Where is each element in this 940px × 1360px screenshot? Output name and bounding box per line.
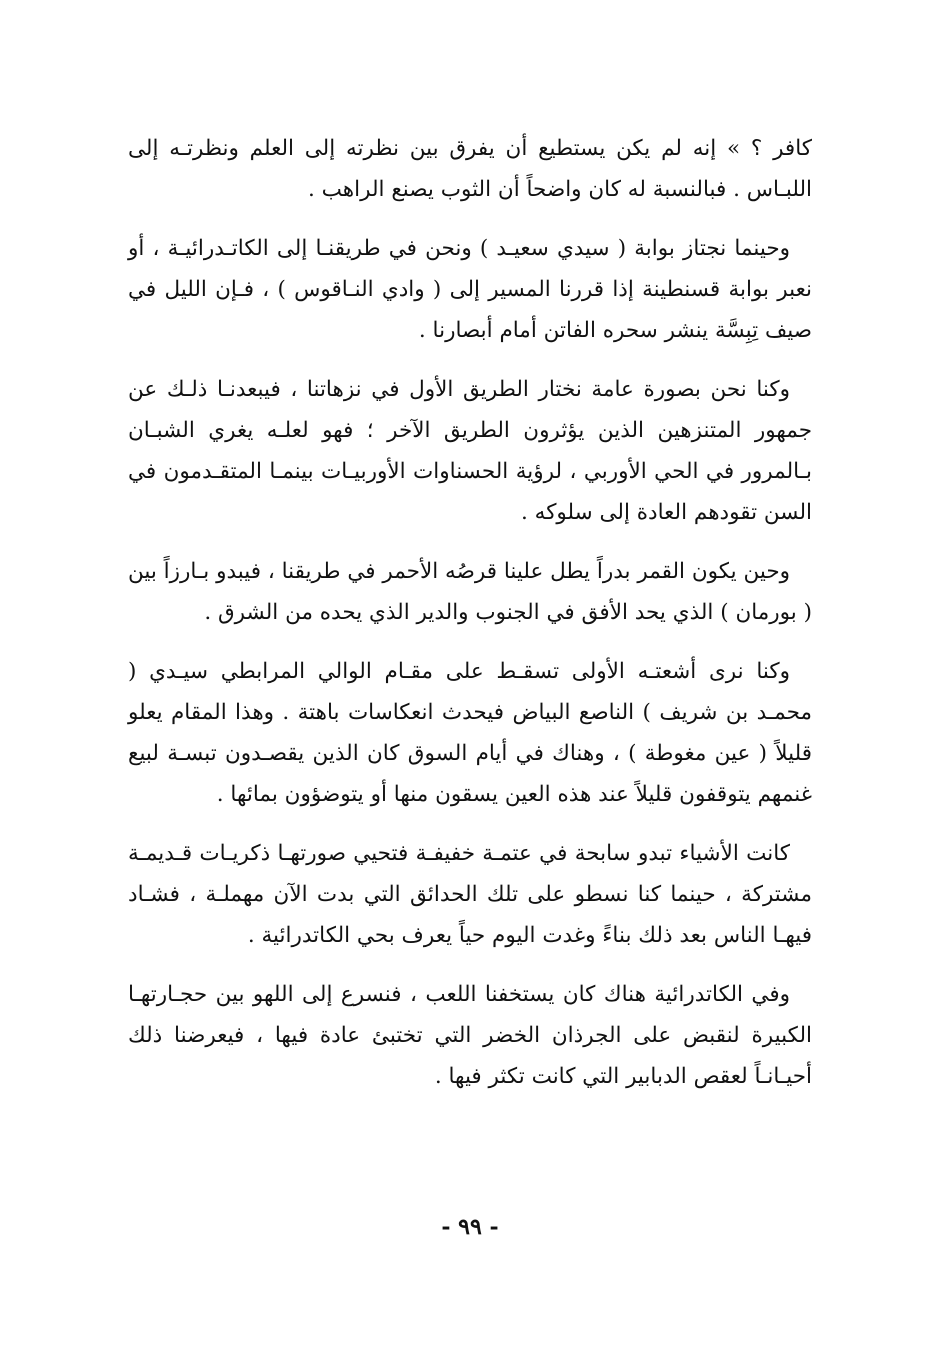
paragraph-7: وفي الكاتدرائية هناك كان يستخفنا اللعب ، فنسرع إلى اللهو بين حجـارتهـا الكبيرة لنقبض على الجرذان الخضر التي تختبئ عادة فيها ، فيعرضنا ذلك أحيـانـاً لعقص الدبابير التي كانت تكثر فيها . (128, 982, 812, 1089)
paragraph-3: وكنا نحن بصورة عامة نختار الطريق الأول في نزهاتنا ، فيبعدنـا ذلـك عن جمهور المتنزهين الذين يؤثرون الطريق الآخر ؛ فهو لعلـه يغري الشبـان بـالمرور في الحي الأوربي ، لرؤية الحسناوات الأوربيـات بينمـا المتقـدمون في السن تقودهم العادة إلى سلوكه . (128, 377, 812, 525)
paragraph-5: وكنا نرى أشعتـه الأولى تسقـط على مقـام الوالي المرابطي سيـدي ( محمـد بن شريف ) الناصع البياض فيحدث انعكاسات باهتة . وهذا المقام يعلو قليلاً ( عين مغوطة ) ، وهناك في أيام السوق كان الذين يقصـدون تبسـة لبيع غنمهم يتوقفون قليلاً عند هذه العين يسقون منها أو يتوضؤون بمائها . (128, 659, 812, 807)
body-text (128, 128, 812, 1115)
paragraph-4: وحين يكون القمر بدراً يطل علينا قرصُه الأحمر في طريقنا ، فيبدو بـارزاً بين ( بورمان ) الذي يحد الأفق في الجنوب والدير الذي يحده من الشرق . (128, 559, 812, 625)
paragraph-2: وحينما نجتاز بوابة ( سيدي سعيـد ) ونحن في طريقنـا إلى الكاتـدرائيـة ، أو نعبر بوابة قسنطينة إذا قررنا المسير إلى ( وادي النـاقوس ) ، فـإن الليل في صيف تِبِسَّة ينشر سحره الفاتن أمام أبصارنا . (128, 236, 812, 343)
paragraph-6: كانت الأشياء تبدو سابحة في عتمـة خفيفـة فتحيي صورتهـا ذكريـات قـديمـة مشتركة ، حينما كنا نسطو على تلك الحدائق التي بدت الآن مهملـة ، فشـاد فيهـا الناس بعد ذلك بناءً وغدت اليوم حياً يعرف بحي الكاتدرائية . (128, 841, 812, 948)
page-number: - ٩٩ - (441, 1214, 499, 1240)
paragraph-1: كافر ؟ » إنه لم يكن يستطيع أن يفرق بين نظرته إلى العلم ونظرتـه إلى اللبـاس . فبالنسبة له كان واضحاً أن الثوب يصنع الراهب . (128, 136, 812, 202)
